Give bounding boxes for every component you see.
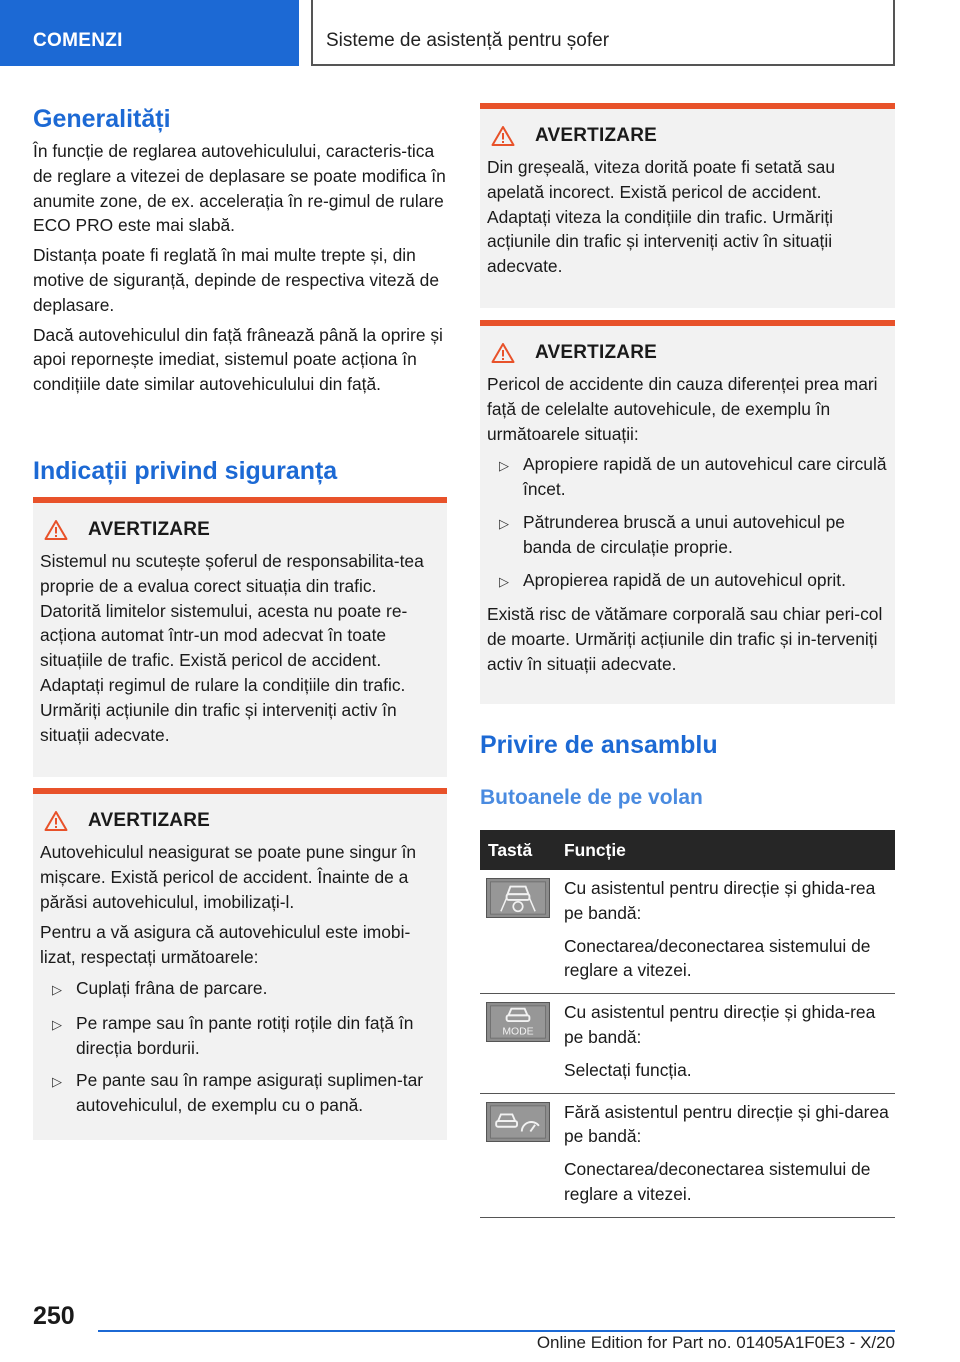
warning-header — [40, 515, 440, 545]
warning-header — [40, 806, 440, 836]
warning-box — [33, 497, 447, 777]
warning-text: Pericol de accidente din cauza diferenței prea mari față de celelalte autovehicule, de exemplu în următoarele situații: — [487, 374, 878, 444]
section-title: Sisteme de asistență pentru șofer — [326, 30, 610, 51]
table-row — [480, 1093, 895, 1217]
page-number: 250 — [33, 1302, 75, 1330]
key-cell — [480, 1093, 556, 1217]
steering-assist-button-icon — [486, 878, 550, 918]
header-underline — [311, 64, 895, 66]
footer-rule — [98, 1330, 895, 1332]
warning-box — [480, 103, 895, 308]
warning-title: AVERTIZARE — [88, 810, 210, 831]
list-triangle-icon: ▷ — [52, 1016, 62, 1032]
warning-box — [33, 788, 447, 1140]
warning-header — [487, 121, 888, 151]
list-item: ▷ Apropiere rapidă de un autovehicul care circulă încet. — [487, 452, 888, 502]
cruise-control-button-icon — [486, 1102, 550, 1142]
warning-text: Din greșeală, viteza dorită poate fi setată sau apelată incorect. Există pericol de accident. Adaptați viteza la condițiile din trafic. Urmăriți acțiunile din trafic și interveniți activ în situații adecvate. — [487, 157, 836, 277]
key-cell — [480, 870, 556, 994]
heading-safety: Indicații privind siguranța — [33, 457, 338, 485]
general-text — [33, 139, 447, 397]
list-triangle-icon: ▷ — [499, 515, 509, 531]
buttons-table-wrap — [480, 830, 895, 1218]
list-triangle-icon: ▷ — [52, 1074, 62, 1090]
heading-general: Generalități — [33, 105, 171, 133]
warning-title: AVERTIZARE — [88, 519, 210, 540]
warning-triangle-icon — [44, 519, 68, 541]
list-item: ▷ Pătrunderea bruscă a unui autovehicul pe banda de circulație proprie. — [487, 510, 888, 560]
warning-list — [40, 976, 440, 1118]
list-item: ▷ Cuplați frâna de parcare. — [40, 976, 440, 1003]
header-divider — [893, 0, 895, 66]
list-triangle-icon: ▷ — [499, 458, 509, 474]
function-cell: Cu asistentul pentru direcție și ghida-rea pe bandă: Conectarea/deconectarea sistemului de reglare a vitezei. — [556, 870, 895, 994]
warning-title: AVERTIZARE — [535, 342, 657, 363]
heading-buttons: Butoanele de pe volan — [480, 786, 703, 809]
list-item: ▷ Pe rampe sau în pante rotiți roțile din față în direcția bordurii. — [40, 1011, 440, 1061]
mode-button-icon — [486, 1002, 550, 1042]
warning-title: AVERTIZARE — [535, 125, 657, 146]
mode-button-label: MODE — [502, 1026, 534, 1038]
edition-text: Online Edition for Part no. 01405A1F0E3 - X/20 — [536, 1333, 895, 1352]
warning-list — [487, 452, 888, 594]
warning-text: Există risc de vătămare corporală sau chiar peri-col de moarte. Urmăriți acțiunile din trafic și in-terveniți activ în situații adecvate. — [487, 604, 883, 674]
paragraph: În funcție de reglarea autovehiculului, caracteris-tica de reglare a vitezei de deplasare se poate modifica în anumite zone, de ex. accelerația în re-gimul de rulare ECO PRO este mai slabă. — [33, 141, 446, 236]
paragraph: Dacă autovehiculul din față frânează până la oprire și apoi repornește imediat, sistemul poate acționa în condițiile date similar autovehiculului din față. — [33, 324, 443, 395]
heading-overview: Privire de ansamblu — [480, 731, 718, 759]
column-header-key: Tastă — [480, 830, 556, 870]
warning-text: Pentru a vă asigura că autovehiculul este imobi-lizat, respectați următoarele: — [40, 922, 411, 968]
header-divider — [311, 0, 313, 66]
page-header — [0, 0, 960, 66]
warning-triangle-icon — [491, 125, 515, 147]
list-item: ▷ Pe pante sau în rampe asigurați suplimen-tar autovehiculul, de exemplu cu o pană. — [40, 1068, 440, 1118]
warning-triangle-icon — [491, 342, 515, 364]
warning-header — [487, 338, 888, 368]
paragraph: Distanța poate fi reglată în mai multe trepte și, din motive de siguranță, depinde de respectiva viteză de deplasare. — [33, 245, 440, 315]
warning-text: Sistemul nu scutește șoferul de responsabilita-tea proprie de a evalua corect situația din trafic. Datorită limitelor sistemului, acesta nu poate re-acționa automat într-un mod adecvat în toate situațiile de trafic. Există pericol de accident. Adaptați regimul de rulare la condițiile din trafic. Urmăriți acțiunile din trafic și interveniți activ în situații adecvate. — [40, 551, 424, 745]
list-triangle-icon: ▷ — [499, 573, 509, 589]
list-item: ▷ Apropierea rapidă de un autovehicul oprit. — [487, 568, 888, 595]
key-cell — [480, 994, 556, 1093]
table-row — [480, 994, 895, 1093]
buttons-table — [480, 830, 895, 1218]
column-header-function: Funcție — [556, 830, 895, 870]
warning-text: Autovehiculul neasigurat se poate pune singur în mișcare. Există pericol de accident. Înainte de a părăsi autovehiculul, imobilizați-l. — [40, 842, 417, 912]
table-header-row — [480, 830, 895, 870]
warning-box — [480, 320, 895, 704]
function-cell: Fără asistentul pentru direcție și ghi-darea pe bandă: Conectarea/deconectarea sistemului de reglare a vitezei. — [556, 1093, 895, 1217]
chapter-tab: COMENZI — [0, 0, 299, 66]
table-row — [480, 870, 895, 994]
function-cell: Cu asistentul pentru direcție și ghida-rea pe bandă: Selectați funcția. — [556, 994, 895, 1093]
warning-triangle-icon — [44, 810, 68, 832]
list-triangle-icon: ▷ — [52, 981, 62, 997]
